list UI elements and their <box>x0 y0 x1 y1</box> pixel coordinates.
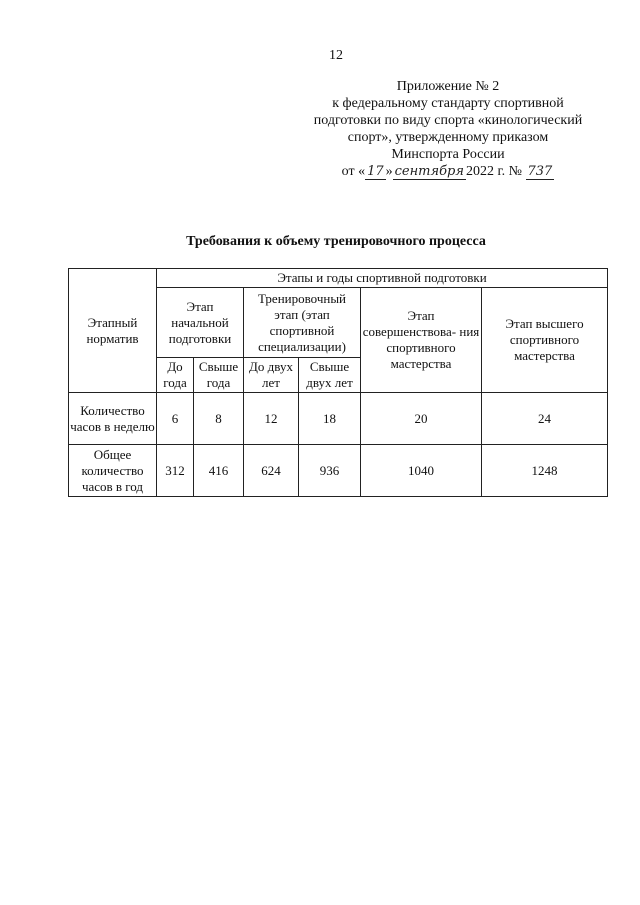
stage-training: Тренировочный этап (этап спортивной специализации) <box>244 288 361 358</box>
annex-line: подготовки по виду спорта «кинологический <box>313 113 583 128</box>
annex-title: Приложение № 2 <box>396 79 500 94</box>
row-label: Количество часов в неделю <box>69 393 157 445</box>
cell-value: 624 <box>244 445 299 497</box>
date-day: 17 <box>367 164 384 179</box>
cell-value: 936 <box>299 445 361 497</box>
date-month: сентября <box>394 164 464 179</box>
group-header: Этапы и годы спортивной подготовки <box>157 269 608 288</box>
table-row <box>69 445 608 497</box>
cell-value: 1248 <box>482 445 608 497</box>
row-header: Этапный норматив <box>69 269 157 393</box>
cell-value: 24 <box>482 393 608 445</box>
row-label: Общее количество часов в год <box>69 445 157 497</box>
cell-value: 12 <box>244 393 299 445</box>
sub-over-two: Свыше двух лет <box>299 358 361 393</box>
annex-line: Минспорта России <box>391 147 505 162</box>
sub-up-to-year: До года <box>157 358 194 393</box>
annex-date-line <box>300 163 596 180</box>
sub-up-to-two: До двух лет <box>244 358 299 393</box>
date-mid: » <box>385 164 393 179</box>
requirements-table <box>68 268 608 497</box>
document-title: Требования к объему тренировочного процесса <box>186 234 486 249</box>
annex-block <box>300 78 596 180</box>
cell-value: 8 <box>194 393 244 445</box>
date-year: 2022 г. № <box>465 164 523 179</box>
stage-improvement: Этап совершенствова- ния спортивного мастерства <box>361 288 482 393</box>
cell-value: 1040 <box>361 445 482 497</box>
sub-over-year: Свыше года <box>194 358 244 393</box>
annex-line: к федеральному стандарту спортивной <box>332 96 564 111</box>
cell-value: 6 <box>157 393 194 445</box>
order-number: 737 <box>527 164 553 179</box>
cell-value: 312 <box>157 445 194 497</box>
cell-value: 20 <box>361 393 482 445</box>
cell-value: 18 <box>299 393 361 445</box>
stage-higher: Этап высшего спортивного мастерства <box>482 288 608 393</box>
date-prefix: от « <box>341 164 366 179</box>
stage-initial: Этап начальной подготовки <box>157 288 244 358</box>
table-row <box>69 393 608 445</box>
cell-value: 416 <box>194 445 244 497</box>
annex-line: спорт», утвержденному приказом <box>347 130 549 145</box>
page-number: 12 <box>329 48 343 63</box>
